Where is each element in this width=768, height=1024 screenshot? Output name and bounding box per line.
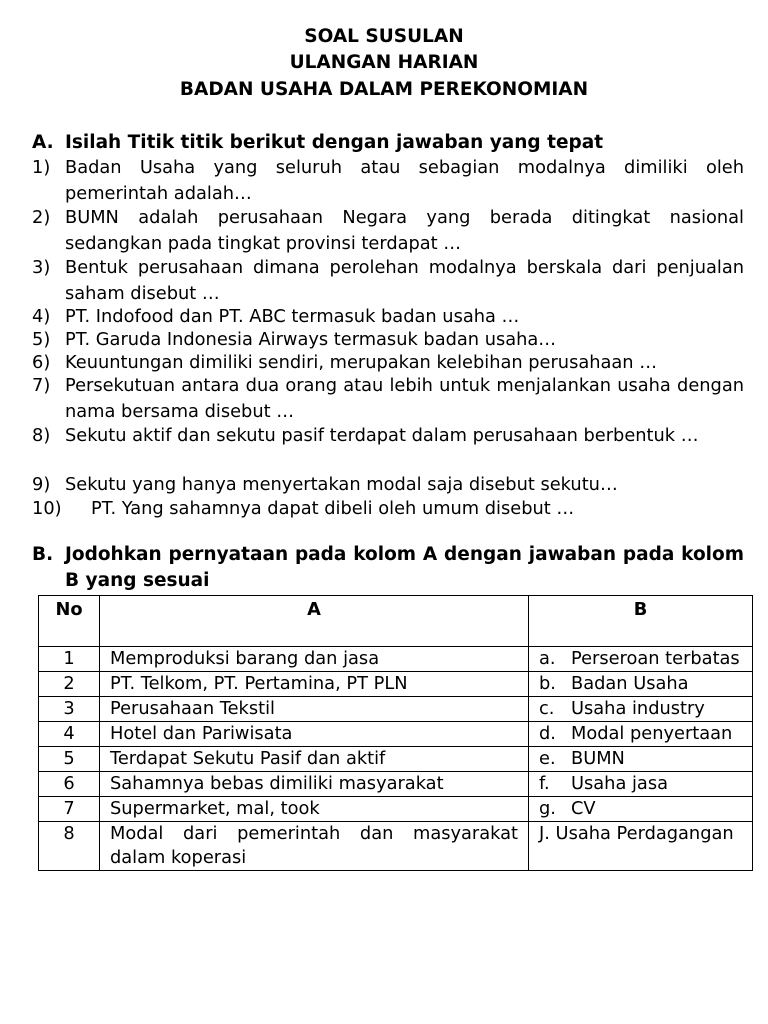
row-number: 8 bbox=[39, 822, 100, 871]
table-row bbox=[39, 822, 753, 871]
row-number: 3 bbox=[39, 697, 100, 722]
question-text: PT. Indofood dan PT. ABC termasuk badan usaha … bbox=[65, 306, 520, 327]
table-row bbox=[39, 797, 753, 822]
answer-cell bbox=[529, 722, 753, 747]
section-a-label: A. bbox=[32, 132, 54, 153]
answer-letter: a. bbox=[539, 648, 556, 669]
statement-cell: Perusahaan Tekstil bbox=[100, 697, 529, 722]
answer-text: Perseroan terbatas bbox=[571, 648, 740, 669]
question-text: BUMN adalah perusahaan Negara yang berada ditingkat nasional sedangkan pada tingkat provinsi terdapat … bbox=[65, 207, 744, 254]
table-row bbox=[39, 697, 753, 722]
question-text: Persekutuan antara dua orang atau lebih untuk menjalankan usaha dengan nama bersama disebut … bbox=[65, 375, 744, 422]
question-number: 5) bbox=[32, 329, 51, 350]
question-number: 6) bbox=[32, 352, 51, 373]
answer-text: Usaha jasa bbox=[571, 773, 668, 794]
answer-text: BUMN bbox=[571, 748, 625, 769]
answer-text: J. Usaha Perdagangan bbox=[539, 823, 734, 844]
row-number: 5 bbox=[39, 747, 100, 772]
table-row bbox=[39, 647, 753, 672]
statement-cell: Terdapat Sekutu Pasif dan aktif bbox=[100, 747, 529, 772]
header-column-a: A bbox=[100, 596, 529, 647]
answer-cell bbox=[529, 822, 753, 871]
row-number: 6 bbox=[39, 772, 100, 797]
answer-letter: e. bbox=[539, 748, 556, 769]
table-row bbox=[39, 772, 753, 797]
section-a-heading bbox=[32, 130, 744, 156]
question-number: 9) bbox=[32, 474, 51, 495]
statement-cell: Sahamnya bebas dimiliki masyarakat bbox=[100, 772, 529, 797]
answer-letter: b. bbox=[539, 673, 556, 694]
table-row bbox=[39, 722, 753, 747]
answer-text: Usaha industry bbox=[571, 698, 705, 719]
question-text: Badan Usaha yang seluruh atau sebagian modalnya dimiliki oleh pemerintah adalah… bbox=[65, 157, 744, 204]
answer-cell bbox=[529, 647, 753, 672]
answer-text: CV bbox=[571, 798, 596, 819]
question-text: Bentuk perusahaan dimana perolehan modalnya berskala dari penjualan saham disebut … bbox=[65, 257, 744, 304]
statement-cell: Supermarket, mal, took bbox=[100, 797, 529, 822]
row-number: 1 bbox=[39, 647, 100, 672]
question-number: 4) bbox=[32, 306, 51, 327]
section-a-title: Isilah Titik titik berikut dengan jawaban yang tepat bbox=[65, 132, 604, 153]
table-row bbox=[39, 747, 753, 772]
answer-letter: g. bbox=[539, 798, 556, 819]
row-number: 2 bbox=[39, 672, 100, 697]
section-b-label: B. bbox=[32, 544, 54, 565]
answer-text: Modal penyertaan bbox=[571, 723, 733, 744]
section-b-title: Jodohkan pernyataan pada kolom A dengan jawaban pada kolom B yang sesuai bbox=[65, 544, 744, 591]
question-text: PT. Yang sahamnya dapat dibeli oleh umum disebut … bbox=[91, 498, 575, 519]
header-no: No bbox=[39, 596, 100, 647]
answer-cell bbox=[529, 747, 753, 772]
question-number: 2) bbox=[32, 207, 51, 228]
title-line-1: SOAL SUSULAN bbox=[304, 26, 464, 47]
question-text: Sekutu yang hanya menyertakan modal saja disebut sekutu… bbox=[65, 474, 618, 495]
title-line-2: ULANGAN HARIAN bbox=[289, 52, 479, 73]
section-b-heading bbox=[32, 542, 744, 594]
row-number: 7 bbox=[39, 797, 100, 822]
table-header-row bbox=[39, 596, 753, 647]
question-text: Keuuntungan dimiliki sendiri, merupakan kelebihan perusahaan … bbox=[65, 352, 658, 373]
answer-cell bbox=[529, 772, 753, 797]
answer-cell bbox=[529, 697, 753, 722]
statement-cell: Memproduksi barang dan jasa bbox=[100, 647, 529, 672]
statement-cell: Modal dari pemerintah dan masyarakat dalam koperasi bbox=[100, 822, 529, 871]
table-row bbox=[39, 672, 753, 697]
answer-cell bbox=[529, 672, 753, 697]
answer-letter: f. bbox=[539, 773, 550, 794]
question-number: 7) bbox=[32, 375, 51, 396]
row-number: 4 bbox=[39, 722, 100, 747]
title-line-3: BADAN USAHA DALAM PEREKONOMIAN bbox=[179, 79, 589, 100]
question-number: 1) bbox=[32, 157, 51, 178]
header-column-b: B bbox=[529, 596, 753, 647]
answer-letter: d. bbox=[539, 723, 556, 744]
answer-letter: c. bbox=[539, 698, 555, 719]
question-number: 8) bbox=[32, 425, 51, 446]
question-text: PT. Garuda Indonesia Airways termasuk badan usaha… bbox=[65, 329, 557, 350]
matching-table bbox=[38, 595, 753, 871]
question-number: 10) bbox=[32, 498, 62, 519]
question-number: 3) bbox=[32, 257, 51, 278]
answer-cell bbox=[529, 797, 753, 822]
statement-cell: PT. Telkom, PT. Pertamina, PT PLN bbox=[100, 672, 529, 697]
question-text: Sekutu aktif dan sekutu pasif terdapat dalam perusahaan berbentuk … bbox=[65, 425, 699, 446]
answer-text: Badan Usaha bbox=[571, 673, 689, 694]
statement-cell: Hotel dan Pariwisata bbox=[100, 722, 529, 747]
